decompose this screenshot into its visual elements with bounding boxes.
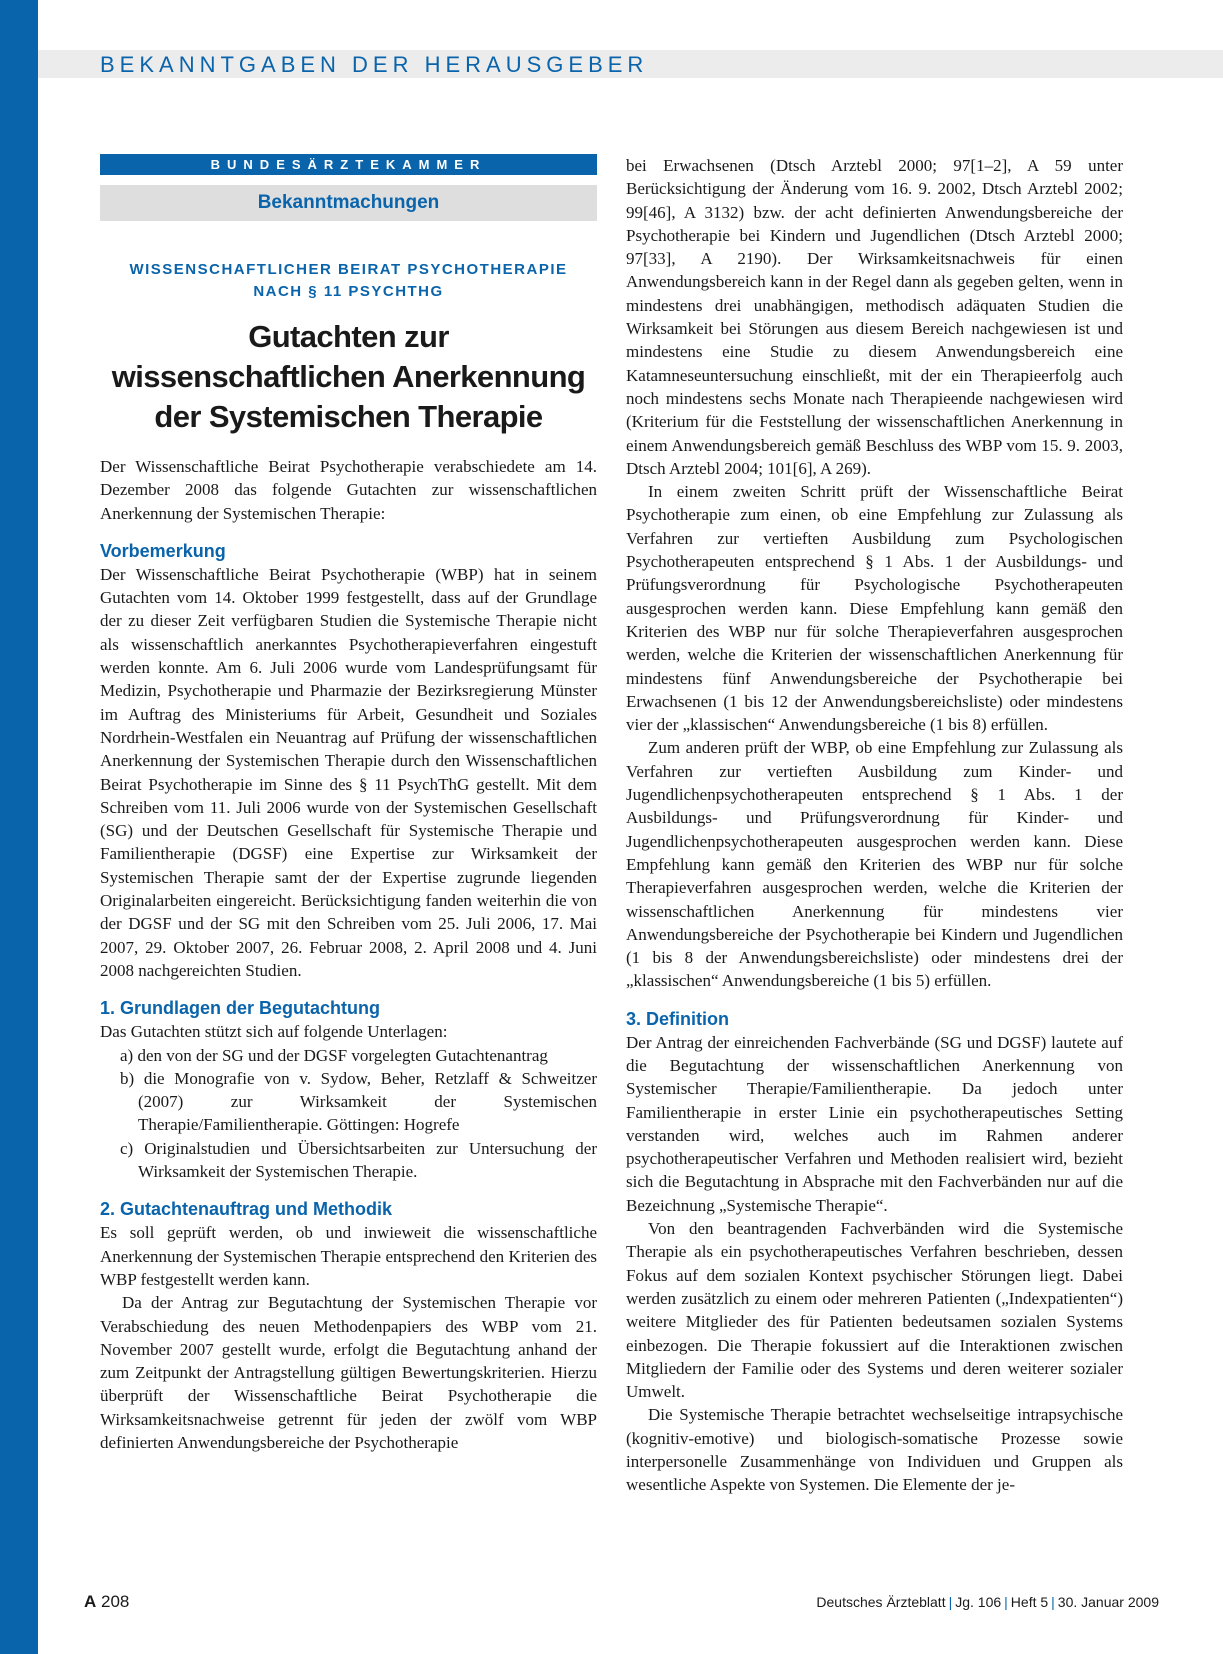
list-item: a) den von der SG und der DGSF vorgelegten Gutachtenantrag — [120, 1045, 548, 1065]
journal-footer: Deutsches Ärzteblatt | Jg. 106 | Heft 5 | 30. Januar 2009 — [816, 1594, 1159, 1610]
journal-name: Deutsches Ärzteblatt — [816, 1594, 946, 1610]
right-column — [626, 154, 1123, 1497]
page-prefix: A — [84, 1592, 97, 1611]
left-accent-bar — [0, 0, 38, 1654]
heading-vorbemerkung: Vorbemerkung — [100, 540, 226, 561]
title-line-1: Gutachten zur — [248, 319, 449, 354]
title-line-2: wissenschaftlichen Anerkennung — [111, 359, 586, 394]
list-item: c) Originalstudien und Übersichtsarbeiten zur Untersuchung der Wirksamkeit der Systemischen Therapie. — [120, 1138, 597, 1182]
section-title: BEKANNTGABEN DER HERAUSGEBER — [100, 52, 649, 77]
page-number-value: 208 — [101, 1592, 130, 1611]
kicker-line-2: NACH § 11 PSYCHTHG — [253, 283, 444, 300]
title-line-3: der Systemischen Therapie — [154, 399, 543, 434]
section-2-paragraph-3: In einem zweiten Schritt prüft der Wissenschaftliche Beirat Psychotherapie zum einen, ob eine Empfehlung zur Zulassung als Verfahren zur vertieften Ausbildung zum Psychologischen Psychotherapeuten entsprechend § 1 Abs. 1 der Ausbildungs- und Prüfungsverordnung für Psychologische Psychotherapeuten ausgesprochen werden kann. Diese Empfehlung kann gemäß den Kriterien des WBP nur für solche Therapieverfahren ausgesprochen werden, welche die Kriterien der wissenschaftlichen Anerkennung für mindestens fünf Anwendungsbereiche der Psychotherapie bei Erwachsenen (1 bis 12 der Anwendungsbereichsliste) oder mindestens vier der „klassischen“ Anwendungsbereiche (1 bis 8) erfüllen. — [626, 482, 1123, 735]
documents-list — [100, 1044, 597, 1184]
section-header-band — [38, 50, 1223, 78]
journal-date: 30. Januar 2009 — [1057, 1594, 1159, 1610]
section-2-paragraph-2: Da der Antrag zur Begutachtung der Systemischen Therapie vor Verabschiedung des neuen Methodenpapiers des WBP vom 21. November 2007 gestellt wurde, erfolgt die Begutachtung anhand der zum Zeitpunkt der Antragstellung gültigen Bewertungskriterien. Hierzu überprüft der Wissenschaftliche Beirat Psychotherapie die Wirksamkeitsnachweise getrennt für jeden der zwölf vom WBP definierten Anwendungsbereiche der Psychotherapie — [100, 1293, 597, 1452]
heading-section-1: 1. Grundlagen der Begutachtung — [100, 998, 381, 1019]
heading-section-3: 3. Definition — [626, 1008, 729, 1029]
section-3-paragraph-1: Der Antrag der einreichenden Fachverbände (SG und DGSF) lautete auf die Begutachtung der wissenschaftlichen Anerkennung von Systemischer Therapie/Familientherapie. Da jedoch unter Familientherapie in erster Linie ein psychotherapeutisches Setting verstanden wird, welches auch im Rahmen anderer psychotherapeutischer Verfahren und Methoden realisiert wird, bezieht sich die Begutachtung in Absprache mit den Fachverbänden nur auf die Bezeichnung „Systemische Therapie“. — [626, 1032, 1123, 1215]
left-column — [100, 154, 597, 1454]
section-3-paragraph-3: Die Systemische Therapie betrachtet wechselseitige intrapsychische (kognitiv-emotive) und biologisch-somatische Prozesse sowie interpersonelle Zusammenhänge von Individuen und Gruppen als wesentliche Aspekte von Systemen. Die Elemente der je- — [626, 1405, 1123, 1495]
journal-volume: Jg. 106 — [955, 1594, 1002, 1610]
page-number — [84, 1592, 129, 1612]
intro-paragraph: Der Wissenschaftliche Beirat Psychotherapie verabschiedete am 14. Dezember 2008 das folgende Gutachten zur wissenschaftlichen Anerkennung der Systemischen Therapie: — [100, 457, 597, 523]
organization-bar: BUNDESÄRZTEKAMMER — [100, 154, 597, 175]
section-2-paragraph-2-continued: bei Erwachsenen (Dtsch Arztebl 2000; 97[1–2], A 59 unter Berücksichtigung der Änderung vom 16. 9. 2002, Dtsch Arztebl 2002; 99[46], A 3132) bzw. der acht definierten Anwendungsbereiche der Psychotherapie bei Kindern und Jugendlichen (Dtsch Arztebl 2000; 97[33], A 2190). Der Wirksamkeitsnachweis für einen Anwendungsbereich kann in der Regel dann als gegeben gelten, wenn in mindestens drei unabhängigen, methodisch adäquaten Studien die Wirksamkeit bei Störungen aus diesem Bereich nachgewiesen ist und mindestens eine Studie zu diesem Anwendungsbereich eine Katamneseuntersuchung einschließt, mit der ein Therapieerfolg auch noch mindestens sechs Monate nach Therapieende nachgewiesen wird (Kriterium für die Feststellung der wissenschaftlichen Anerkennung in einem Anwendungsbereich gemäß Beschluss des WBP vom 15. 9. 2003, Dtsch Arztebl 2004; 101[6], A 269). — [626, 156, 1123, 478]
article-title — [100, 317, 597, 437]
list-item: b) die Monografie von v. Sydow, Beher, Retzlaff & Schweitzer (2007) zur Wirksamkeit der Systemischen Therapie/Familientherapie. Göttingen: Hogrefe — [120, 1068, 597, 1135]
section-2-paragraph-4: Zum anderen prüft der WBP, ob eine Empfehlung zur Zulassung als Verfahren zur vertieften Ausbildung zum Kinder- und Jugendlichenpsychotherapeuten entsprechend § 1 Abs. 1 der Ausbildungs- und Prüfungsverordnung für Kinder- und Jugendlichenpsychotherapeuten ausgesprochen werden kann. Diese Empfehlung kann gemäß den Kriterien des WBP nur für solche Therapieverfahren ausgesprochen werden, welche die Kriterien der wissenschaftlichen Anerkennung für mindestens vier Anwendungsbereiche der Psychotherapie bei Kindern und Jugendlichen (1 bis 8 der Anwendungsbereichsliste) oder mindestens drei der „klassischen“ Anwendungsbereiche (1 bis 5) erfüllen. — [626, 738, 1123, 991]
section-2-paragraph-1: Es soll geprüft werden, ob und inwieweit die wissenschaftliche Anerkennung der Systemischen Therapie entsprechend den Kriterien des WBP festgestellt werden kann. — [100, 1223, 597, 1289]
heading-section-2: 2. Gutachtenauftrag und Methodik — [100, 1199, 393, 1220]
category-bar: Bekanntmachungen — [100, 185, 597, 221]
journal-issue: Heft 5 — [1010, 1594, 1049, 1610]
section-1-lead: Das Gutachten stützt sich auf folgende Unterlagen: — [100, 1022, 448, 1042]
vorbemerkung-paragraph: Der Wissenschaftliche Beirat Psychotherapie (WBP) hat in seinem Gutachten vom 14. Oktober 1999 festgestellt, dass auf der Grundlage der zu dieser Zeit verfügbaren Studien die Systemische Therapie nicht als wissenschaftlich anerkanntes Psychotherapieverfahren eingestuft werden konnte. Am 6. Juli 2006 wurde vom Landesprüfungsamt für Medizin, Psychotherapie und Pharmazie der Bezirksregierung Münster im Auftrag des Ministeriums für Arbeit, Gesundheit und Soziales Nordrhein-Westfalen ein Neuantrag auf Prüfung der wissenschaftlichen Anerkennung der Systemischen Therapie durch den Wissenschaftlichen Beirat Psychotherapie im Sinne des § 11 PsychThG gestellt. Mit dem Schreiben vom 11. Juli 2006 wurde von der Systemischen Gesellschaft (SG) und der Deutschen Gesellschaft für Systemische Therapie und Familientherapie (DGSF) eine Expertise zur Wirksamkeit der Systemischen Therapie samt der der Expertise zugrunde liegenden Originalarbeiten eingereicht. Berücksichtigung fanden weiterhin die von der DGSF und der SG mit den Schreiben vom 25. Juli 2006, 17. Mai 2007, 29. Oktober 2007, 26. Februar 2008, 2. April 2008 und 4. Juni 2008 nachgereichten Studien. — [100, 564, 597, 980]
article-kicker — [100, 259, 597, 303]
kicker-line-1: WISSENSCHAFTLICHER BEIRAT PSYCHOTHERAPIE — [129, 261, 568, 278]
section-3-paragraph-2: Von den beantragenden Fachverbänden wird die Systemische Therapie als ein psychotherapeutisches Verfahren beschrieben, dessen Fokus auf dem sozialen Kontext psychischer Störungen liegt. Dabei werden zusätzlich zu einem oder mehreren Patienten („Indexpatienten“) weitere Mitglieder des für Patienten bedeutsamen sozialen Systems einbezogen. Die Therapie fokussiert auf die Interaktionen zwischen Mitgliedern der Familie oder des Systems und deren weiterer sozialer Umwelt. — [626, 1219, 1123, 1402]
